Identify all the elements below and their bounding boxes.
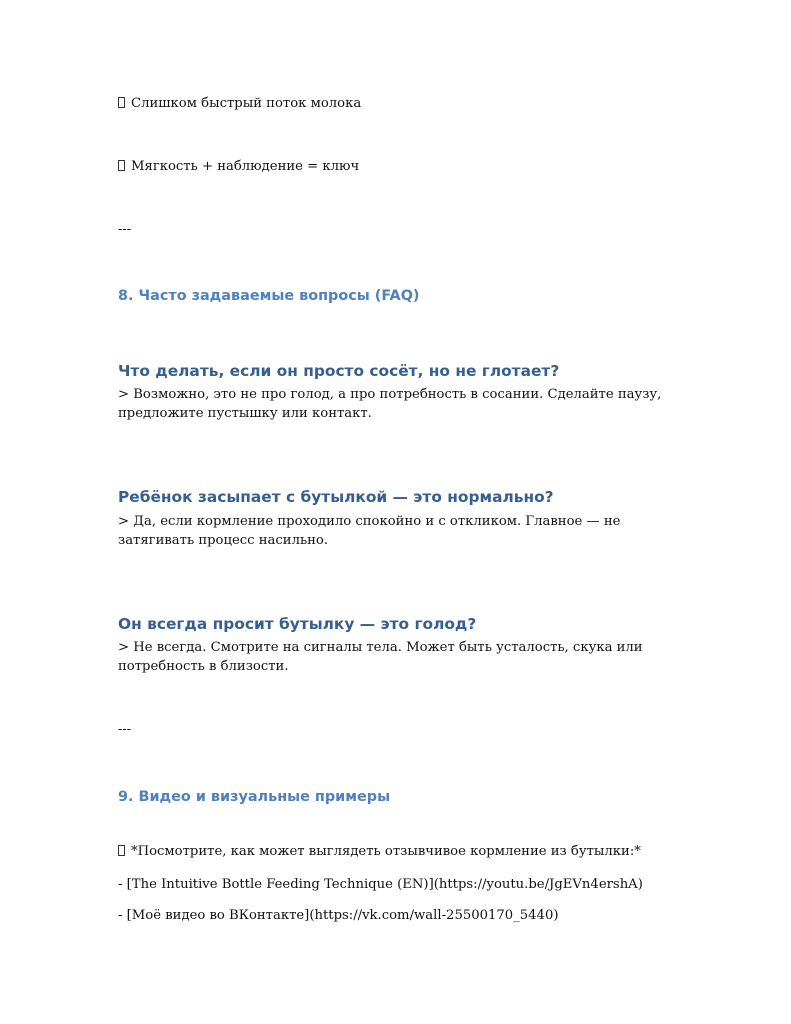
video-link-vk[interactable]: - [Моё видео во ВКонтакте](https://vk.com/wall-25500170_5440) — [118, 908, 559, 923]
bullet-gentleness — [118, 158, 359, 175]
video-intro — [118, 843, 641, 860]
bullet-fast-flow — [118, 95, 361, 112]
faq-question-1: Что делать, если он просто сосёт, но не глотает? — [118, 362, 560, 380]
faq-answer-1: > Возможно, это не про голод, а про потребность в сосании. Сделайте паузу, предложите пустышку или контакт. — [118, 387, 662, 421]
video-intro-text: *Посмотрите, как может выглядеть отзывчивое кормление из бутылки:* — [131, 844, 641, 859]
emoji-placeholder-icon — [118, 97, 125, 108]
bullet-text: Слишком быстрый поток молока — [131, 96, 362, 111]
emoji-placeholder-icon — [118, 845, 125, 856]
faq-answer-2: > Да, если кормление проходило спокойно и с откликом. Главное — не затягивать процесс насильно. — [118, 514, 621, 548]
video-heading: 9. Видео и визуальные примеры — [118, 789, 391, 805]
bullet-text: Мягкость + наблюдение = ключ — [131, 159, 360, 174]
separator: --- — [118, 222, 132, 237]
faq-question-3: Он всегда просит бутылку — это голод? — [118, 615, 477, 633]
video-link-youtube[interactable]: - [The Intuitive Bottle Feeding Technique (EN)](https://youtu.be/JgEVn4ershA) — [118, 877, 643, 892]
faq-answer-3: > Не всегда. Смотрите на сигналы тела. Может быть усталость, скука или потребность в близости. — [118, 640, 643, 674]
separator: --- — [118, 722, 132, 737]
emoji-placeholder-icon — [118, 160, 125, 171]
faq-heading: 8. Часто задаваемые вопросы (FAQ) — [118, 288, 420, 304]
faq-question-2: Ребёнок засыпает с бутылкой — это нормально? — [118, 488, 554, 506]
